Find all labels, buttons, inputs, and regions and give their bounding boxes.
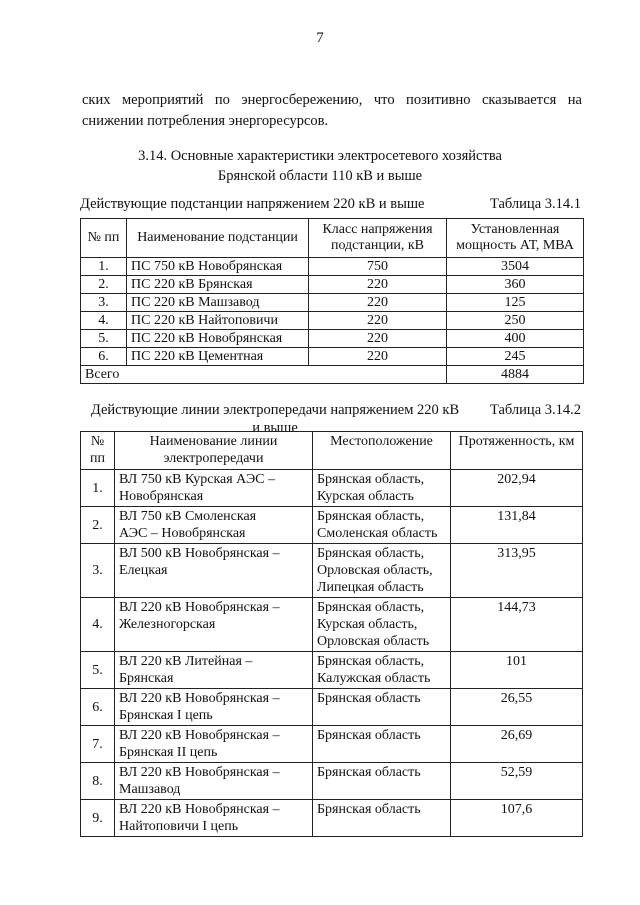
table1-total-row (81, 366, 584, 384)
table2-name-line: Елецкая (119, 563, 168, 578)
table2-name-line: Брянская I цепь (119, 708, 213, 723)
table2-cell-length: 202,94 (451, 470, 583, 507)
intro-paragraph: ских мероприятий по энергосбережению, что позитивно сказывается на снижении потребления энергоресурсов. (82, 92, 582, 129)
table1-cell-power: 125 (447, 294, 584, 312)
table1-cell-name: ПС 220 кВ Новобрянская (127, 330, 309, 348)
table2-cell-name (115, 544, 313, 598)
table1-row (81, 258, 584, 276)
table2-header-cell: № пп (81, 432, 115, 470)
table2-name-line: ВЛ 220 кВ Литейная – (119, 654, 253, 669)
table1-cell-voltage: 220 (309, 312, 447, 330)
table2-location-line: Брянская область, (317, 600, 425, 615)
table2-cell-name (115, 763, 313, 800)
table2-row (81, 652, 583, 689)
table1-row (81, 312, 584, 330)
substations-table (80, 218, 584, 384)
table1-total-value: 4884 (447, 366, 584, 384)
table1-header-cell: Установленная мощность АТ, МВА (447, 219, 584, 258)
table2-cell-length: 107,6 (451, 800, 583, 837)
table2-name-line: Машзавод (119, 782, 181, 797)
table1-caption (80, 195, 585, 213)
table2-location-line: Брянская область (317, 691, 421, 706)
table1-cell-voltage: 220 (309, 276, 447, 294)
table1-cell-name: ПС 750 кВ Новобрянская (127, 258, 309, 276)
table2-cell-name (115, 800, 313, 837)
table2-cell-location (313, 689, 451, 726)
table1-header-cell: № пп (81, 219, 127, 258)
table2-number: Таблица 3.14.2 (489, 402, 581, 418)
table1-row (81, 294, 584, 312)
table1-cell-power: 250 (447, 312, 584, 330)
table2-cell-location (313, 800, 451, 837)
table2-location-line: Орловская область, (317, 563, 433, 578)
table2-cell-length: 101 (451, 652, 583, 689)
table2-title-line-2: и выше (252, 420, 298, 436)
table2-name-line: ВЛ 220 кВ Новобрянская – (119, 600, 280, 615)
table2-location-line: Брянская область, (317, 654, 425, 669)
table1-cell-number: 4. (81, 312, 127, 330)
table2-cell-length: 131,84 (451, 507, 583, 544)
table2-location-line: Калужская область (317, 671, 431, 686)
table2-name-line: Новобрянская (119, 489, 204, 504)
table2-cell-length: 313,95 (451, 544, 583, 598)
power-lines-table (80, 431, 583, 837)
table1-header-cell: Наименование подстанции (127, 219, 309, 258)
table1-cell-number: 2. (81, 276, 127, 294)
table2-location-line: Брянская область (317, 728, 421, 743)
table2-header-cell: Наименование линии электропередачи (115, 432, 313, 470)
table2-cell-number: 4. (81, 598, 115, 652)
table2-name-line: Железногорская (119, 617, 216, 632)
table2-cell-number: 2. (81, 507, 115, 544)
table2-row (81, 598, 583, 652)
section-title-line-1: 3.14. Основные характеристики электросетевого хозяйства (138, 148, 502, 164)
table2-name-line: ВЛ 220 кВ Новобрянская – (119, 691, 280, 706)
table2-cell-location (313, 470, 451, 507)
table2-row (81, 800, 583, 837)
table2-cell-length: 52,59 (451, 763, 583, 800)
table1-cell-voltage: 750 (309, 258, 447, 276)
table2-cell-number: 3. (81, 544, 115, 598)
table2-name-line: Найтоповичи I цепь (119, 819, 239, 834)
table2-cell-number: 6. (81, 689, 115, 726)
table2-location-line: Брянская область, (317, 472, 425, 487)
table2-header-row (81, 432, 583, 470)
table1-cell-name: ПС 220 кВ Найтоповичи (127, 312, 309, 330)
table2-location-line: Брянская область (317, 802, 421, 817)
table2-cell-name (115, 726, 313, 763)
section-title (0, 146, 640, 186)
table2-header-cell: Протяженность, км (451, 432, 583, 470)
table1-cell-voltage: 220 (309, 330, 447, 348)
table1-cell-number: 1. (81, 258, 127, 276)
table2-cell-location (313, 726, 451, 763)
table2-cell-length: 26,69 (451, 726, 583, 763)
table1-cell-name: ПС 220 кВ Машзавод (127, 294, 309, 312)
table2-cell-number: 8. (81, 763, 115, 800)
table1-row (81, 276, 584, 294)
table2-name-line: ВЛ 750 кВ Курская АЭС – (119, 472, 276, 487)
table2-cell-number: 1. (81, 470, 115, 507)
table2-location-line: Брянская область, (317, 509, 425, 524)
table2-name-line: ВЛ 220 кВ Новобрянская – (119, 728, 280, 743)
table2-cell-location (313, 763, 451, 800)
table2-cell-location (313, 652, 451, 689)
table2-cell-name (115, 598, 313, 652)
table2-cell-name (115, 652, 313, 689)
table2-name-line: ВЛ 500 кВ Новобрянская – (119, 546, 280, 561)
table1-cell-number: 5. (81, 330, 127, 348)
table2-location-line: Липецкая область (317, 580, 424, 595)
table2-header-cell: Местоположение (313, 432, 451, 470)
table2-name-line: Брянская II цепь (119, 745, 218, 760)
table2-cell-location (313, 507, 451, 544)
table1-cell-power: 400 (447, 330, 584, 348)
table1-cell-voltage: 220 (309, 348, 447, 366)
table2-name-line: Брянская (119, 671, 174, 686)
table2-location-line: Смоленская область (317, 526, 438, 541)
table1-cell-voltage: 220 (309, 294, 447, 312)
table1-cell-name: ПС 220 кВ Брянская (127, 276, 309, 294)
table1-number: Таблица 3.14.1 (489, 196, 581, 212)
table1-header-cell: Класс напряжения подстанции, кВ (309, 219, 447, 258)
table2-location-line: Брянская область (317, 765, 421, 780)
table1-total-label: Всего (81, 366, 447, 384)
table1-cell-power: 360 (447, 276, 584, 294)
table1-row (81, 348, 584, 366)
table2-location-line: Курская область, (317, 617, 418, 632)
table2-name-line: ВЛ 750 кВ Смоленская (119, 509, 257, 524)
table2-cell-number: 5. (81, 652, 115, 689)
table1-title: Действующие подстанции напряжением 220 кВ и выше (80, 196, 425, 212)
table2-row (81, 470, 583, 507)
table2-row (81, 689, 583, 726)
table1-cell-number: 3. (81, 294, 127, 312)
table2-name-line: ВЛ 220 кВ Новобрянская – (119, 765, 280, 780)
section-title-line-2: Брянской области 110 кВ и выше (217, 168, 423, 184)
table2-cell-length: 26,55 (451, 689, 583, 726)
table2-cell-number: 9. (81, 800, 115, 837)
table2-cell-name (115, 470, 313, 507)
table2-cell-length: 144,73 (451, 598, 583, 652)
table1-cell-name: ПС 220 кВ Цементная (127, 348, 309, 366)
table2-row (81, 507, 583, 544)
table2-cell-location (313, 598, 451, 652)
table1-row (81, 330, 584, 348)
table2-name-line: ВЛ 220 кВ Новобрянская – (119, 802, 280, 817)
table2-cell-number: 7. (81, 726, 115, 763)
table2-location-line: Брянская область, (317, 546, 425, 561)
table2-title-line-1: Действующие линии электропередачи напряжением 220 кВ (90, 402, 460, 418)
table2-row (81, 763, 583, 800)
table2-cell-name (115, 507, 313, 544)
table2-cell-name (115, 689, 313, 726)
table2-location-line: Орловская область (317, 634, 430, 649)
page-number: 7 (316, 30, 324, 46)
table2-location-line: Курская область (317, 489, 414, 504)
table1-header-row (81, 219, 584, 258)
table1-cell-power: 245 (447, 348, 584, 366)
table2-row (81, 726, 583, 763)
table1-cell-number: 6. (81, 348, 127, 366)
table2-row (81, 544, 583, 598)
table2-cell-location (313, 544, 451, 598)
table1-cell-power: 3504 (447, 258, 584, 276)
table2-name-line: АЭС – Новобрянская (119, 526, 246, 541)
